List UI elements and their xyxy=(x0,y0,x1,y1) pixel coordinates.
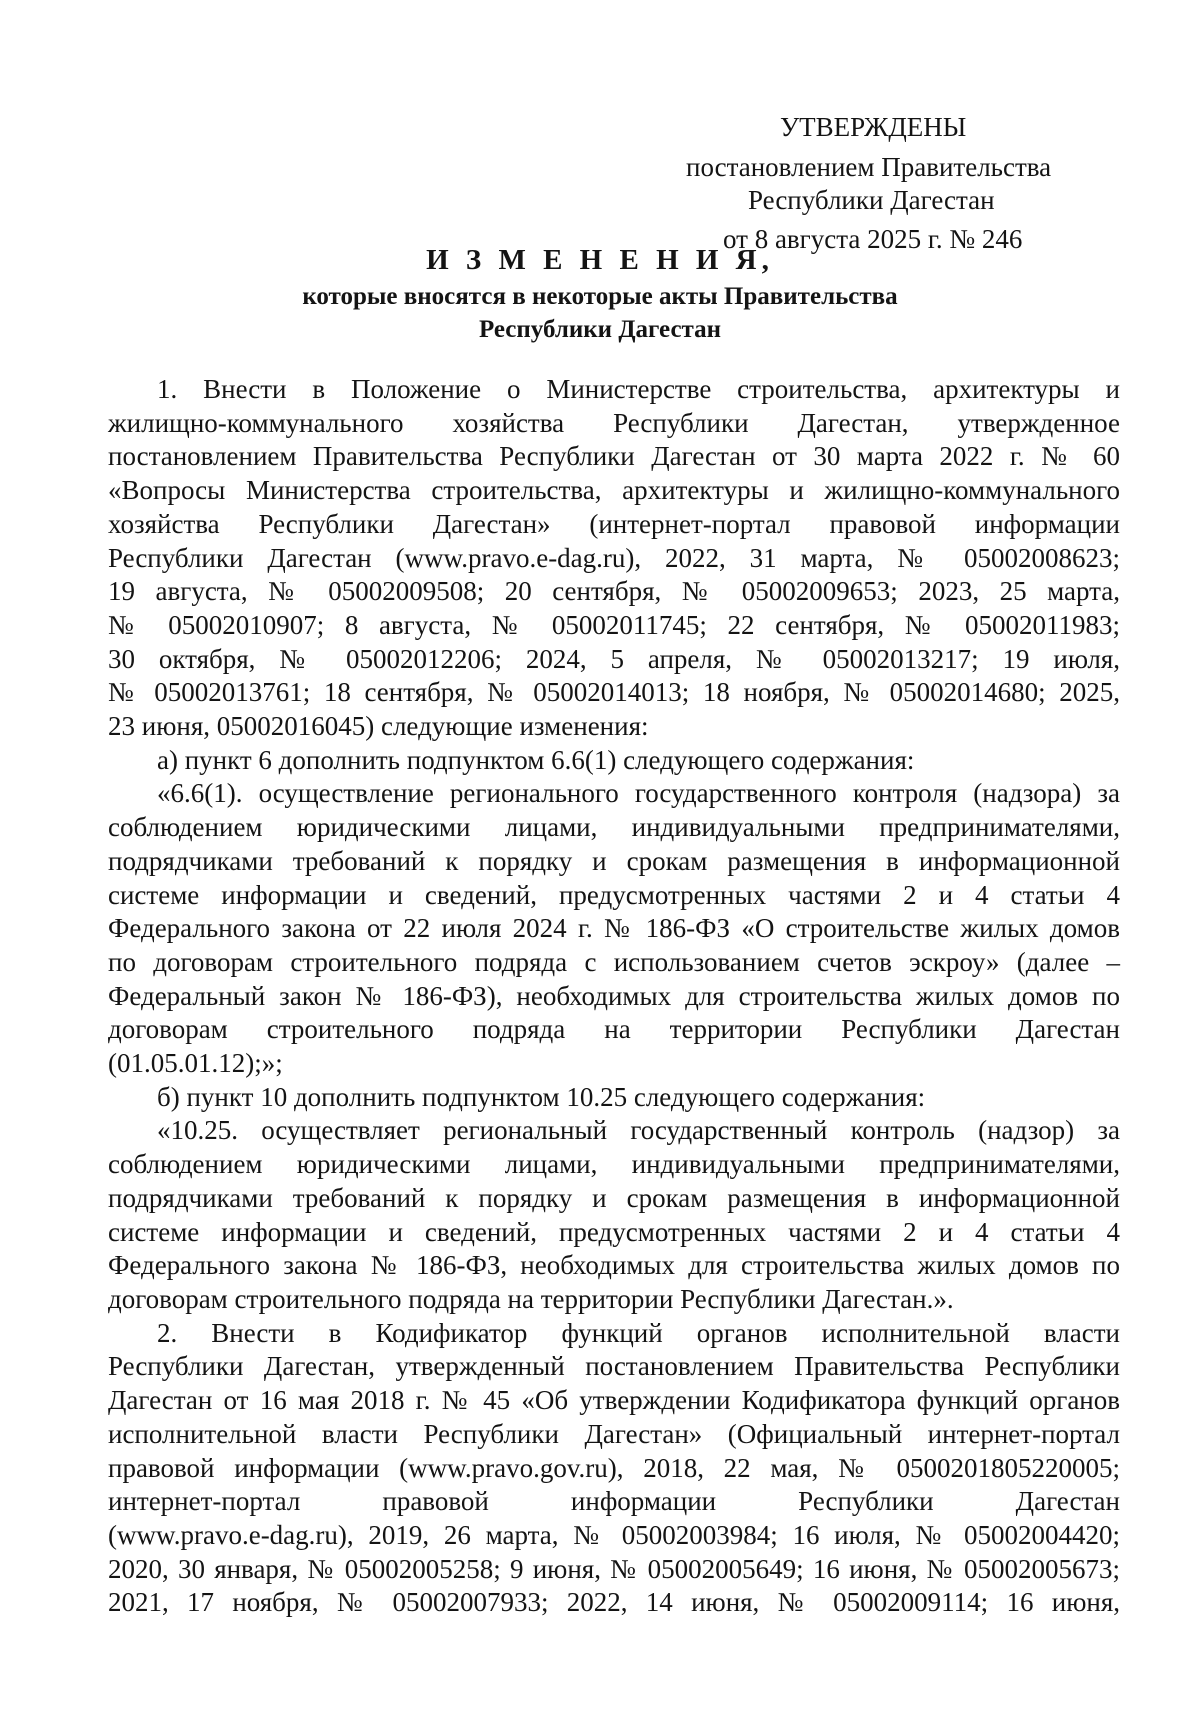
body-line: постановлением Правительства Республики Дагестан от 30 марта 2022 г. № 60 xyxy=(108,441,1120,472)
body-line: интернет-портал правовой информации Республики Дагестан xyxy=(108,1486,1120,1517)
body-line: Республики Дагестан (www.pravo.e-dag.ru), 2022, 31 марта, № 05002008623; xyxy=(108,542,1120,573)
body-line: 1. Внести в Положение о Министерстве строительства, архитектуры и xyxy=(157,374,1120,404)
body-line: б) пункт 10 дополнить подпунктом 10.25 следующего содержания: xyxy=(157,1081,926,1112)
document-subtitle-line-2: Республики Дагестан xyxy=(478,316,722,343)
body-line: договорам строительного подряда на территории Республики Дагестан.». xyxy=(108,1283,954,1314)
body-line: (01.05.01.12);»; xyxy=(108,1048,283,1079)
document-subtitle-line-1: которые вносятся в некоторые акты Правительства xyxy=(302,283,898,310)
body-line: Дагестан от 16 мая 2018 г. № 45 «Об утверждении Кодификатора функций органов xyxy=(108,1385,1120,1416)
body-line: Федерального закона от 22 июля 2024 г. № 186-ФЗ «О строительстве жилых домов xyxy=(108,913,1120,944)
body-line: а) пункт 6 дополнить подпунктом 6.6(1) следующего содержания: xyxy=(157,744,915,775)
body-line: 19 августа, № 05002009508; 20 сентября, № 05002009653; 2023, 25 марта, xyxy=(108,576,1120,607)
body-line: 23 июня, 05002016045) следующие изменения: xyxy=(108,711,649,742)
body-line: № 05002010907; 8 августа, № 05002011745; 22 сентября, № 05002011983; xyxy=(108,609,1120,640)
body-line: соблюдением юридическими лицами, индивидуальными предпринимателями, xyxy=(108,1149,1120,1180)
body-line: № 05002013761; 18 сентября, № 05002014013; 18 ноября, № 05002014680; 2025, xyxy=(108,677,1120,708)
approval-republic-line: Республики Дагестан xyxy=(748,185,995,215)
body-line: «Вопросы Министерства строительства, архитектуры и жилищно-коммунального xyxy=(108,475,1120,506)
approval-decree-line: постановлением Правительства xyxy=(686,152,1052,182)
document-title: И З М Е Н Е Н И Я, xyxy=(426,244,774,276)
body-line: «10.25. осуществляет региональный государственный контроль (надзор) за xyxy=(157,1115,1120,1146)
body-line: (www.pravo.e-dag.ru), 2019, 26 марта, № 05002003984; 16 июля, № 05002004420; xyxy=(108,1519,1120,1550)
body-line: жилищно-коммунального хозяйства Республики Дагестан, утвержденное xyxy=(108,407,1120,438)
body-line: соблюдением юридическими лицами, индивидуальными предпринимателями, xyxy=(108,812,1120,843)
body-line: системе информации и сведений, предусмотренных частями 2 и 4 статьи 4 xyxy=(108,879,1120,910)
body-line: правовой информации (www.pravo.gov.ru), 2018, 22 мая, № 0500201805220005; xyxy=(108,1452,1120,1483)
approval-date-line: от 8 августа 2025 г. № 246 xyxy=(723,224,1023,254)
body-line: хозяйства Республики Дагестан» (интернет-портал правовой информации xyxy=(108,508,1120,539)
body-line: 2020, 30 января, № 05002005258; 9 июня, № 05002005649; 16 июня, № 05002005673; xyxy=(108,1553,1120,1584)
document-body xyxy=(108,373,1120,1620)
body-line: Федеральный закон № 186-ФЗ), необходимых для строительства жилых домов по xyxy=(108,980,1120,1011)
body-line: договорам строительного подряда на территории Республики Дагестан xyxy=(108,1014,1120,1045)
body-line: системе информации и сведений, предусмотренных частями 2 и 4 статьи 4 xyxy=(108,1216,1120,1247)
body-line: Федерального закона № 186-ФЗ, необходимых для строительства жилых домов по xyxy=(108,1250,1120,1281)
body-line: 30 октября, № 05002012206; 2024, 5 апреля, № 05002013217; 19 июля, xyxy=(108,643,1120,674)
body-line: подрядчиками требований к порядку и срокам размещения в информационной xyxy=(108,845,1120,876)
body-line: исполнительной власти Республики Дагестан» (Официальный интернет-портал xyxy=(108,1418,1120,1449)
body-line: «6.6(1). осуществление регионального государственного контроля (надзора) за xyxy=(157,778,1120,809)
approval-heading: УТВЕРЖДЕНЫ xyxy=(780,112,967,142)
body-line: подрядчиками требований к порядку и срокам размещения в информационной xyxy=(108,1182,1120,1213)
body-line: Республики Дагестан, утвержденный постановлением Правительства Республики xyxy=(108,1351,1120,1382)
body-line: 2021, 17 ноября, № 05002007933; 2022, 14 июня, № 05002009114; 16 июня, xyxy=(108,1587,1120,1618)
body-line: 2. Внести в Кодификатор функций органов исполнительной власти xyxy=(157,1317,1120,1348)
body-line: по договорам строительного подряда с использованием счетов эскроу» (далее – xyxy=(108,946,1120,977)
